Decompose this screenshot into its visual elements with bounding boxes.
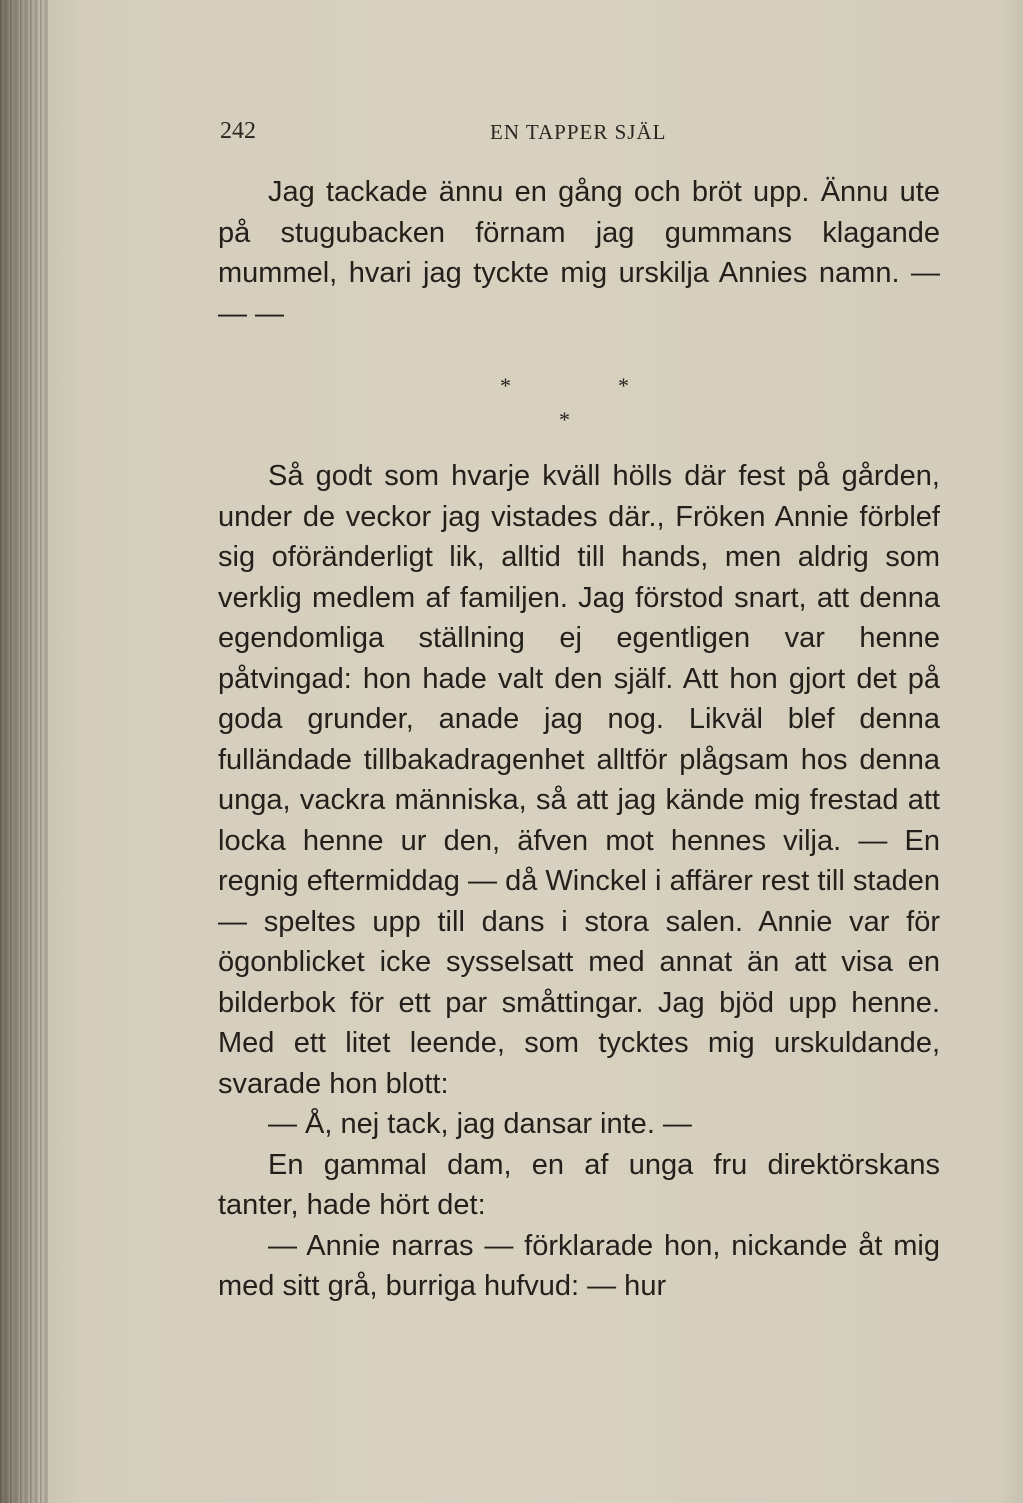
section-separator (218, 334, 940, 456)
page-number: 242 (220, 118, 256, 144)
body-text (218, 172, 940, 1307)
dialogue-line: — Å, nej tack, jag dansar inte. — (268, 1108, 692, 1140)
asterisk: * (500, 373, 511, 398)
paragraph: Jag tackade ännu en gång och bröt upp. Ännu ute på stugubacken förnam jag gummans klagande mummel, hvari jag tyckte mig urskilja Annies namn. — — — (218, 176, 940, 330)
page-gutter (0, 0, 48, 1503)
running-head: EN TAPPER SJÄL (490, 120, 667, 144)
paragraph: Så godt som hvarje kväll hölls där fest på gården, under de veckor jag vistades där., Fröken Annie förblef sig oföränderligt lik, alltid till hands, men aldrig som verklig medlem af familjen. Jag förstod snart, att denna egendomliga ställning ej egentligen var henne påtvingad: hon hade valt den själf. Att hon gjort det på goda grunder, anade jag nog. Likväl blef denna fulländade tillbakadragenhet alltför plågsam hos denna unga, vackra människa, så att jag kände mig frestad att locka henne ur den, äfven mot hennes vilja. — En regnig eftermiddag — då Winckel i affärer rest till staden — speltes upp till dans i stora salen. Annie var för ögonblicket icke sysselsatt med annat än att visa en bilderbok för ett par småttingar. Jag bjöd upp henne. Med ett litet leende, som tycktes mig urskuldande, svarade hon blott: (218, 460, 940, 1100)
page-header (220, 118, 940, 148)
paragraph: En gammal dam, en af unga fru direktörskans tanter, hade hört det: (218, 1148, 940, 1221)
asterisk: * (559, 407, 570, 432)
asterisk: * (618, 373, 629, 398)
dialogue-line: — Annie narras — förklarade hon, nickande åt mig med sitt grå, burriga hufvud: — hur (218, 1229, 940, 1302)
